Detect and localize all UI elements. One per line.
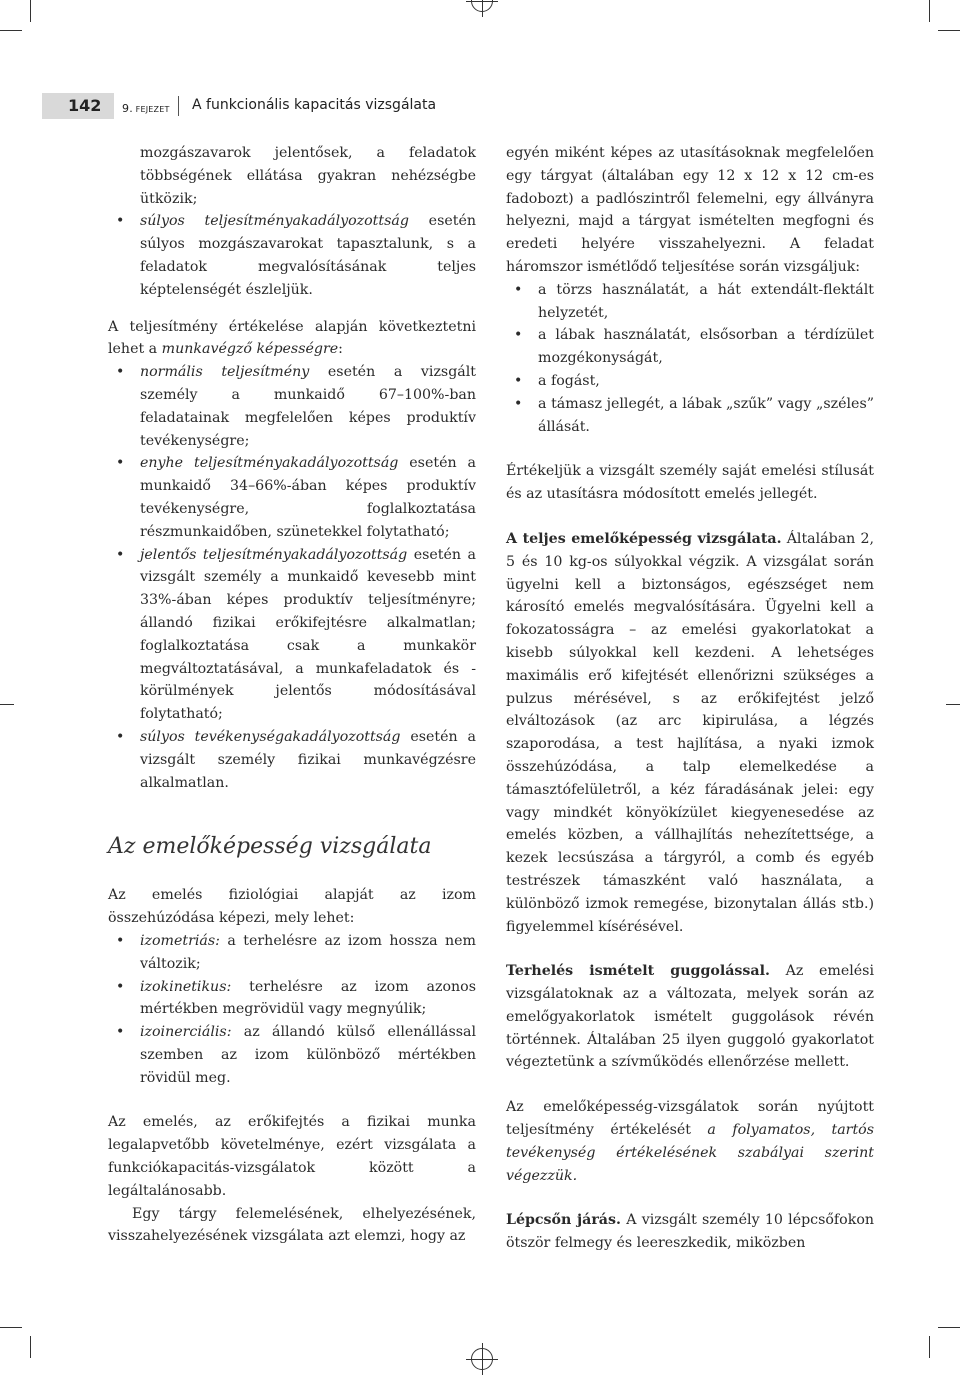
section-title: Az emelőképesség vizsgálata: [108, 834, 432, 860]
item-text: esetén a vizsgált személy fizikai munkavégzésre alkalmatlan.: [140, 728, 476, 791]
crop-mark: [0, 1327, 22, 1328]
item-text: terhelésre az izom azonos mértékben megrövidül vagy megnyúlik;: [140, 978, 476, 1018]
list-item: • a fogást,: [506, 370, 874, 393]
run-in-heading: Lépcsőn járás.: [506, 1212, 621, 1229]
emphasis: normális teljesítmény: [140, 364, 310, 381]
emphasis: izometriás:: [140, 932, 220, 949]
paragraph: Az emelés, az erőkifejtés a fizikai munka legalapvetőbb követelménye, ezért vizsgálata a funkciókapacitás-vizsgálatok között a legáltalánosabb.: [108, 1114, 476, 1199]
crop-mark: [30, 0, 31, 22]
text: Az emelőképesség-vizsgálatok során nyújtott teljesítmény értékelését: [506, 1099, 874, 1139]
bullet-list: [108, 361, 476, 794]
list-item: • a lábak használatát, elsősorban a térdízület mozgékonyságát,: [506, 324, 874, 370]
chapter-word: FEJEZET: [135, 105, 170, 114]
text: :: [338, 341, 343, 358]
text: Általában 2, 5 és 10 kg-os súlyokkal végzik. A vizsgálat során ügyelni kell a biztonságos, egészséget nem károsító emelés megvalósítására. Ügyelni kell a fokozatosságra – az emelési gyakorlatokat a kisebb súlyokkal kell kezdeni. A lehetséges maximális erő kifejtését ellenőrizni szükséges a pulzus mérésével, s az erőkifejtést jelző elváltozások (az arc kipirulása, a légzés szaporodása, a test hajlítása, a nyaki izmok összehúzódása, a talp elemelkedése a támasztófelületről, a kéz fáradásának jelei: egy vagy mindkét könyökízület kiegyenesedése az emelés közben, a vállhajlítás nehezítettsége, a kezek lecsúszása a tárgyról, a comb és egyéb testrészek támaszként való használata, a különböző izmok remegése, bizonytalan állás stb.) figyelemmel kísérésével.: [506, 530, 874, 935]
paragraph: Egy tárgy felemelésének, elhelyezésének, visszahelyezésének vizsgálata azt elemzi, hogy az: [108, 1205, 476, 1245]
emphasis: jelentős teljesítményakadályozottság: [140, 546, 408, 563]
page-number: 142: [68, 96, 102, 115]
header-title: A funkcionális kapacitás vizsgálata: [192, 97, 437, 113]
emphasis: a folyamatos, tartós tevékenység értékelésének szabályai szerint végezzük.: [506, 1122, 874, 1184]
text: A vizsgált személy 10 lépcsőfokon ötször felmegy és leereszkedik, miközben: [506, 1212, 875, 1252]
text: A teljesítmény értékelése alapján következtetni lehet a: [108, 318, 476, 358]
header-separator: [178, 96, 179, 116]
paragraph: Az emelés fiziológiai alapját az izom összehúzódása képezi, mely lehet:: [108, 887, 476, 927]
chapter-label: [122, 102, 170, 115]
crop-mark: [929, 1336, 930, 1358]
list-item: [108, 726, 476, 794]
emphasis: súlyos teljesítményakadályozottság: [140, 213, 409, 230]
list-item: • a támasz jellegét, a lábak „szűk” vagy „széles” állását.: [506, 393, 874, 439]
list-item: [108, 1021, 476, 1089]
emphasis: enyhe teljesítményakadályozottság: [140, 455, 399, 472]
paragraph: [506, 1096, 874, 1187]
registration-mark-icon: [471, 0, 493, 12]
left-column: [108, 142, 476, 1248]
crop-mark: [938, 1327, 960, 1328]
chapter-number: 9.: [122, 102, 133, 115]
right-column: [506, 142, 874, 1255]
crop-mark: [30, 1336, 31, 1358]
crop-mark: [929, 0, 930, 22]
item-text: a terhelésre az izom hossza nem változik;: [140, 932, 476, 972]
item-text: esetén a vizsgált személy a munkaidő kevesebb mint 33%-ában képes produktív teljesítményre; állandó fizikai erőkifejtésre alkalmatlan; foglalkoztatása csak a munkakör megváltoztatásával, a munkafeladatok és -körülmények jelentős módosításával folytatható;: [140, 546, 476, 723]
bullet-list: [108, 210, 476, 301]
crop-mark: [0, 30, 22, 31]
paragraph: [506, 1209, 874, 1255]
run-in-heading: Terhelés ismételt guggolással.: [506, 963, 770, 980]
paragraph: mozgászavarok jelentősek, a feladatok többségének ellátása gyakran nehézségbe ütközik;: [140, 145, 476, 207]
item-text: esetén súlyos mozgászavarokat tapasztalunk, s a feladatok megvalósításának teljes képtelenségét észleljük.: [140, 213, 476, 298]
emphasis: munkavégző képességre: [161, 341, 339, 358]
list-item: [108, 361, 476, 452]
emphasis: súlyos tevékenységakadályozottság: [140, 728, 401, 745]
side-mark: [0, 704, 14, 705]
registration-mark-icon: [471, 1348, 493, 1370]
list-item: [108, 544, 476, 726]
emphasis: izoinerciális:: [140, 1024, 232, 1041]
item-text: az állandó külső ellenállással szemben az izom különböző mértékben rövidül meg.: [140, 1024, 476, 1086]
list-item: [108, 452, 476, 543]
list-item: • a törzs használatát, a hát extendált-flektált helyzetét,: [506, 279, 874, 325]
running-header: [42, 93, 922, 119]
paragraph: [506, 960, 874, 1074]
item-text: esetén a munkaidő 34–66%-ában képes produktív tevékenységre, foglalkoztatása részmunkaidőben, szünetekkel folytatható;: [140, 455, 476, 540]
side-mark: [946, 704, 960, 705]
page-number-box: [42, 93, 114, 119]
run-in-heading: A teljes emelőképesség vizsgálata.: [506, 530, 782, 547]
paragraph: [506, 528, 874, 938]
list-item: [108, 976, 476, 1022]
list-item: [108, 210, 476, 301]
item-text: esetén a vizsgált személy a munkaidő 67–100%-ban feladatainak megfelelően képes produktív tevékenységre;: [140, 364, 476, 449]
emphasis: izokinetikus:: [140, 978, 232, 995]
bullet-list: [506, 279, 874, 439]
bullet-list: [108, 930, 476, 1090]
list-item: [108, 930, 476, 976]
paragraph: egyén miként képes az utasításoknak megfelelően egy tárgyat (általában egy 12 x 12 x 12 cm-es fadobozt) a padlószintről felemelni, egy állványra helyezni, majd a tárgyat ismételten megfogni és eredeti helyére visszahelyezni. A feladat háromszor ismétlődő teljesítése során vizsgáljuk:: [506, 145, 874, 275]
crop-mark: [938, 30, 960, 31]
text: Az emelési vizsgálatoknak az a változata, melyek során az emelőgyakorlatok ismételt guggolások révén történnek. Általában 25 ilyen guggoló gyakorlatot végeztetünk a szívműködés ellenőrzése mellett.: [506, 963, 874, 1071]
paragraph: [108, 316, 476, 362]
paragraph: Értékeljük a vizsgált személy saját emelési stílusát és az utasításra módosított emelés jellegét.: [506, 463, 874, 503]
